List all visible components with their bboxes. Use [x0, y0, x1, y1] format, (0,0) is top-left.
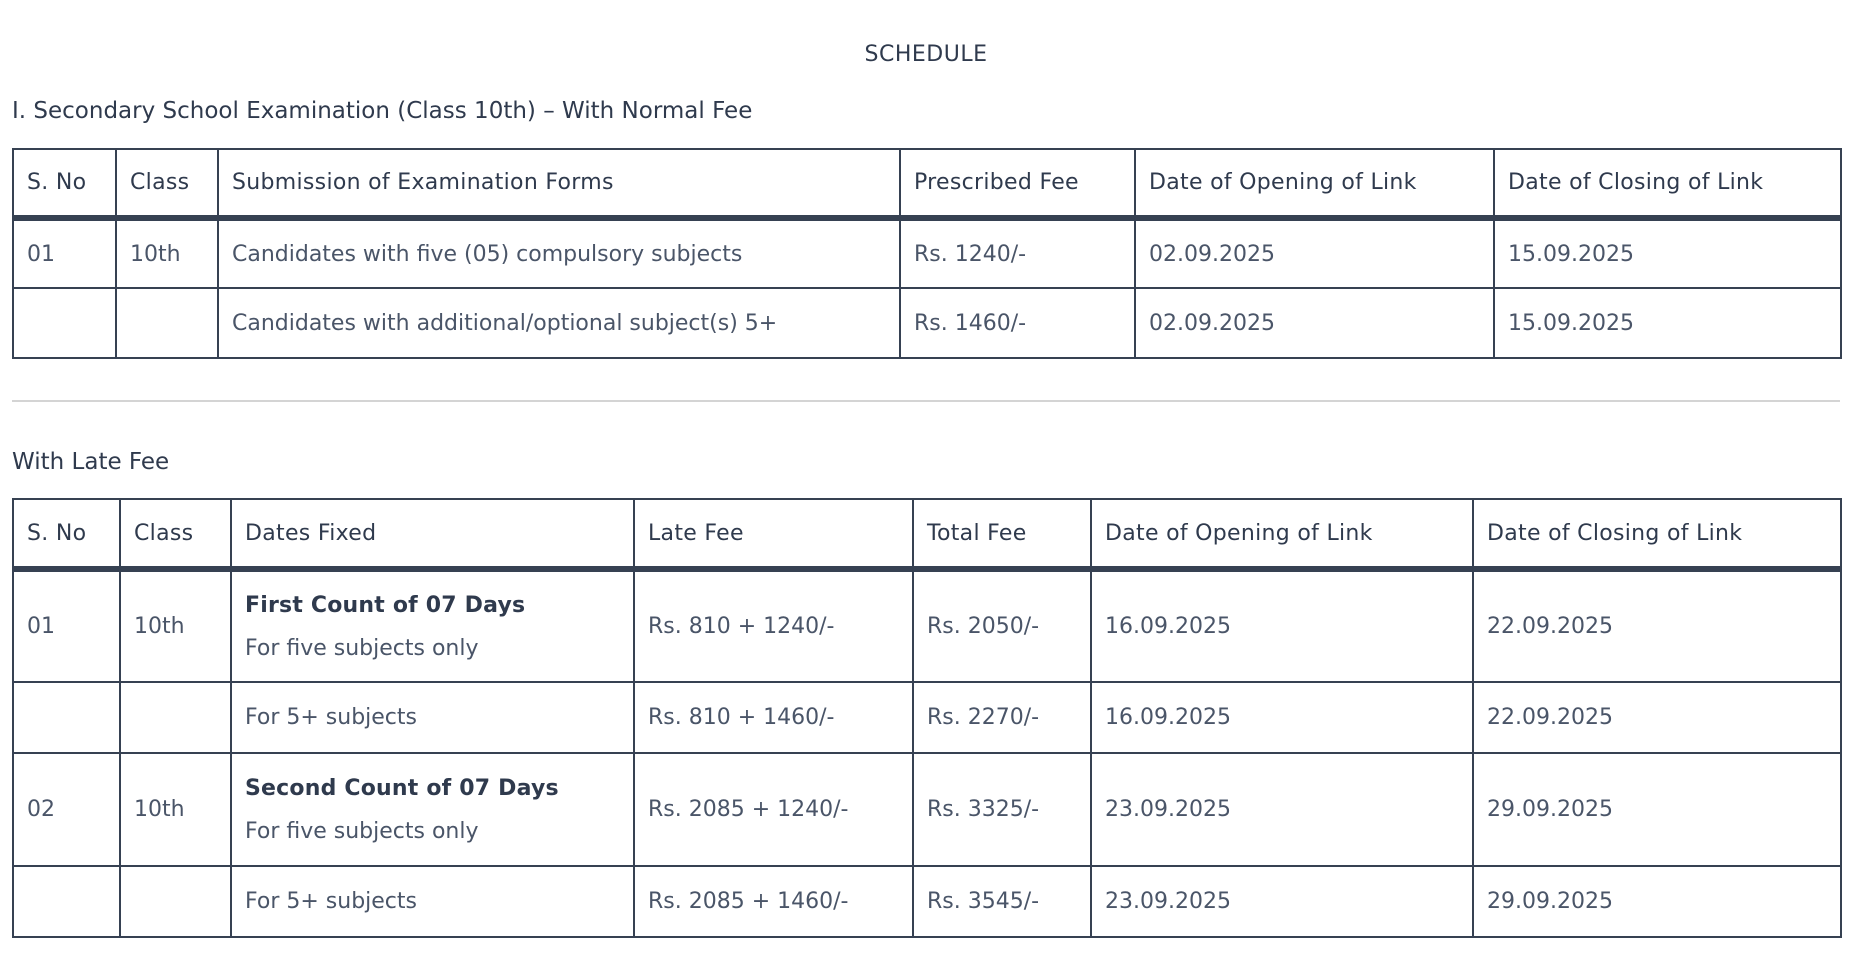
table-row [13, 569, 1841, 682]
cell-class: 10th [116, 218, 218, 288]
cell-class [120, 682, 231, 753]
column-header-prescribed-fee: Prescribed Fee [900, 149, 1135, 218]
cell-dates-fixed: For 5+ subjects [231, 866, 634, 937]
cell-sno [13, 866, 120, 937]
cell-prescribed-fee: Rs. 1460/- [900, 288, 1135, 358]
cell-dates-fixed [231, 753, 634, 866]
count-title: First Count of 07 Days [245, 592, 526, 618]
table-row [13, 288, 1841, 358]
table-header-row [13, 149, 1841, 218]
column-header-class: Class [116, 149, 218, 218]
cell-class [120, 866, 231, 937]
cell-opening-date: 23.09.2025 [1091, 866, 1473, 937]
cell-closing-date: 15.09.2025 [1494, 218, 1841, 288]
column-header-total-fee: Total Fee [913, 499, 1091, 569]
cell-closing-date: 22.09.2025 [1473, 569, 1841, 682]
cell-class: 10th [120, 753, 231, 866]
column-header-sno: S. No [13, 149, 116, 218]
cell-total-fee: Rs. 2050/- [913, 569, 1091, 682]
late-fee-table [12, 498, 1842, 938]
cell-closing-date: 22.09.2025 [1473, 682, 1841, 753]
count-title: Second Count of 07 Days [245, 775, 559, 801]
column-header-class: Class [120, 499, 231, 569]
column-header-sno: S. No [13, 499, 120, 569]
cell-late-fee: Rs. 810 + 1240/- [634, 569, 913, 682]
count-subtitle: For five subjects only [245, 818, 479, 844]
cell-total-fee: Rs. 3545/- [913, 866, 1091, 937]
cell-opening-date: 23.09.2025 [1091, 753, 1473, 866]
cell-class [116, 288, 218, 358]
table-row [13, 753, 1841, 866]
cell-sno [13, 682, 120, 753]
cell-late-fee: Rs. 2085 + 1240/- [634, 753, 913, 866]
cell-sno [13, 288, 116, 358]
table-header-row [13, 499, 1841, 569]
page-title: SCHEDULE [864, 42, 988, 67]
cell-dates-fixed: For 5+ subjects [231, 682, 634, 753]
cell-sno: 02 [13, 753, 120, 866]
late-fee-heading: With Late Fee [12, 449, 170, 475]
table-row [13, 682, 1841, 753]
cell-sno: 01 [13, 569, 120, 682]
cell-late-fee: Rs. 2085 + 1460/- [634, 866, 913, 937]
cell-opening-date: 02.09.2025 [1135, 288, 1494, 358]
cell-prescribed-fee: Rs. 1240/- [900, 218, 1135, 288]
column-header-dates-fixed: Dates Fixed [231, 499, 634, 569]
cell-closing-date: 29.09.2025 [1473, 866, 1841, 937]
column-header-closing-date: Date of Closing of Link [1473, 499, 1841, 569]
column-header-closing-date: Date of Closing of Link [1494, 149, 1841, 218]
cell-opening-date: 16.09.2025 [1091, 682, 1473, 753]
cell-sno: 01 [13, 218, 116, 288]
cell-total-fee: Rs. 2270/- [913, 682, 1091, 753]
count-subtitle: For five subjects only [245, 635, 479, 661]
cell-class: 10th [120, 569, 231, 682]
section-divider [12, 400, 1840, 402]
cell-dates-fixed [231, 569, 634, 682]
column-header-opening-date: Date of Opening of Link [1091, 499, 1473, 569]
cell-late-fee: Rs. 810 + 1460/- [634, 682, 913, 753]
table-row [13, 218, 1841, 288]
column-header-late-fee: Late Fee [634, 499, 913, 569]
normal-fee-heading: I. Secondary School Examination (Class 10th) – With Normal Fee [12, 98, 753, 124]
column-header-opening-date: Date of Opening of Link [1135, 149, 1494, 218]
cell-closing-date: 15.09.2025 [1494, 288, 1841, 358]
cell-submission: Candidates with additional/optional subject(s) 5+ [218, 288, 900, 358]
column-header-submission: Submission of Examination Forms [218, 149, 900, 218]
cell-opening-date: 16.09.2025 [1091, 569, 1473, 682]
cell-total-fee: Rs. 3325/- [913, 753, 1091, 866]
table-row [13, 866, 1841, 937]
normal-fee-table [12, 148, 1842, 359]
cell-submission: Candidates with five (05) compulsory subjects [218, 218, 900, 288]
cell-closing-date: 29.09.2025 [1473, 753, 1841, 866]
cell-opening-date: 02.09.2025 [1135, 218, 1494, 288]
